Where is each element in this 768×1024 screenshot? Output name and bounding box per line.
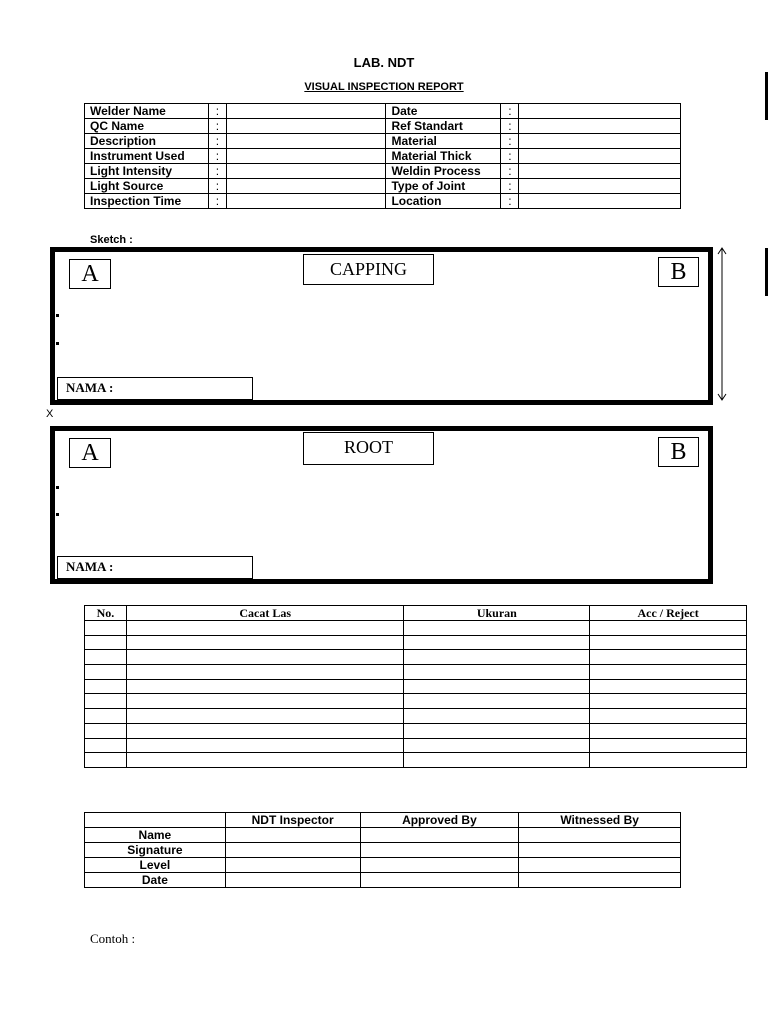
defect-cell[interactable] (85, 753, 127, 768)
capping-side-a: A (69, 259, 111, 289)
defect-cell[interactable] (404, 665, 590, 680)
field-label: Date (386, 104, 501, 119)
edge-tick (56, 314, 59, 317)
column-header-no: No. (85, 606, 127, 621)
field-separator: : (208, 104, 226, 119)
defect-cell[interactable] (85, 723, 127, 738)
field-value-cell[interactable] (519, 119, 681, 134)
table-row (85, 873, 681, 888)
signoff-row-label: Level (85, 858, 226, 873)
defect-cell[interactable] (126, 621, 404, 636)
signoff-cell[interactable] (360, 828, 519, 843)
field-label: Instrument Used (85, 149, 209, 164)
field-separator: : (501, 119, 519, 134)
field-value-cell[interactable] (519, 179, 681, 194)
root-title: ROOT (303, 432, 434, 465)
field-label: Welder Name (85, 104, 209, 119)
field-value-cell[interactable] (226, 119, 386, 134)
signoff-cell[interactable] (225, 828, 360, 843)
field-label: Material Thick (386, 149, 501, 164)
field-separator: : (501, 104, 519, 119)
field-value-cell[interactable] (226, 134, 386, 149)
dimension-arrow-icon (714, 246, 730, 402)
table-row (85, 679, 747, 694)
info-row (85, 104, 681, 119)
column-header-ndt-inspector: NDT Inspector (225, 813, 360, 828)
report-subtitle: VISUAL INSPECTION REPORT (304, 81, 464, 93)
defect-cell[interactable] (404, 723, 590, 738)
field-separator: : (501, 134, 519, 149)
root-nama-field[interactable]: NAMA : (57, 556, 253, 579)
field-label: QC Name (85, 119, 209, 134)
field-value-cell[interactable] (226, 149, 386, 164)
defect-cell[interactable] (126, 723, 404, 738)
signoff-cell[interactable] (360, 843, 519, 858)
defect-cell[interactable] (590, 621, 747, 636)
field-separator: : (501, 164, 519, 179)
defect-cell[interactable] (590, 635, 747, 650)
defect-cell[interactable] (404, 650, 590, 665)
field-value-cell[interactable] (226, 104, 386, 119)
inspection-info-table (84, 103, 681, 209)
sketch-label: Sketch : (90, 234, 133, 246)
column-header-witnessed-by: Witnessed By (519, 813, 681, 828)
table-row (85, 738, 747, 753)
field-separator: : (208, 194, 226, 209)
defect-cell[interactable] (126, 738, 404, 753)
signoff-cell[interactable] (360, 873, 519, 888)
field-value-cell[interactable] (519, 194, 681, 209)
weld-defects-table (84, 605, 747, 768)
defect-cell[interactable] (85, 650, 127, 665)
info-row (85, 179, 681, 194)
table-row (85, 621, 747, 636)
info-row (85, 134, 681, 149)
defect-cell[interactable] (590, 665, 747, 680)
field-value-cell[interactable] (519, 164, 681, 179)
signoff-corner (85, 813, 226, 828)
defect-cell[interactable] (85, 665, 127, 680)
table-row (85, 843, 681, 858)
defect-cell[interactable] (126, 665, 404, 680)
defect-cell[interactable] (126, 635, 404, 650)
defect-cell[interactable] (85, 738, 127, 753)
field-value-cell[interactable] (519, 134, 681, 149)
field-separator: : (208, 179, 226, 194)
signoff-cell[interactable] (225, 858, 360, 873)
defect-cell[interactable] (126, 679, 404, 694)
signoff-cell[interactable] (225, 873, 360, 888)
field-value-cell[interactable] (226, 194, 386, 209)
column-header-ukuran: Ukuran (404, 606, 590, 621)
info-row (85, 119, 681, 134)
field-separator: : (208, 134, 226, 149)
signoff-table (84, 812, 681, 888)
root-side-b: B (658, 437, 699, 467)
field-value-cell[interactable] (226, 179, 386, 194)
defect-cell[interactable] (590, 738, 747, 753)
table-row (85, 723, 747, 738)
defect-cell[interactable] (85, 679, 127, 694)
defect-cell[interactable] (126, 753, 404, 768)
signoff-cell[interactable] (519, 843, 681, 858)
field-value-cell[interactable] (519, 104, 681, 119)
table-row (85, 753, 747, 768)
table-row (85, 635, 747, 650)
info-row (85, 149, 681, 164)
column-header-acc-reject: Acc / Reject (590, 606, 747, 621)
defect-cell[interactable] (126, 709, 404, 724)
signoff-cell[interactable] (519, 873, 681, 888)
defect-cell[interactable] (85, 621, 127, 636)
table-row (85, 828, 681, 843)
defect-cell[interactable] (404, 738, 590, 753)
signoff-cell[interactable] (225, 843, 360, 858)
table-row (85, 858, 681, 873)
report-title: LAB. NDT (353, 55, 415, 70)
edge-tick (56, 513, 59, 516)
column-header-approved-by: Approved By (360, 813, 519, 828)
defect-cell[interactable] (590, 679, 747, 694)
table-row (85, 650, 747, 665)
defect-cell[interactable] (404, 679, 590, 694)
defect-cell[interactable] (85, 694, 127, 709)
defect-cell[interactable] (404, 753, 590, 768)
defect-cell[interactable] (590, 650, 747, 665)
signoff-cell[interactable] (519, 858, 681, 873)
capping-side-b: B (658, 257, 699, 287)
signoff-row-label: Signature (85, 843, 226, 858)
field-separator: : (208, 119, 226, 134)
defect-cell[interactable] (126, 650, 404, 665)
defect-cell[interactable] (404, 635, 590, 650)
defect-cell[interactable] (85, 709, 127, 724)
contoh-label: Contoh : (90, 931, 136, 946)
field-label: Light Source (85, 179, 209, 194)
field-label: Weldin Process (386, 164, 501, 179)
field-separator: : (501, 179, 519, 194)
field-value-cell[interactable] (519, 149, 681, 164)
defect-cell[interactable] (590, 709, 747, 724)
info-row (85, 164, 681, 179)
capping-nama-field[interactable]: NAMA : (57, 377, 253, 400)
column-header-cacat-las: Cacat Las (126, 606, 404, 621)
capping-title: CAPPING (303, 254, 434, 285)
signoff-cell[interactable] (360, 858, 519, 873)
defect-cell[interactable] (590, 753, 747, 768)
defect-cell[interactable] (126, 694, 404, 709)
defect-cell[interactable] (590, 723, 747, 738)
table-row (85, 694, 747, 709)
table-row (85, 665, 747, 680)
field-separator: : (208, 164, 226, 179)
signoff-row-label: Name (85, 828, 226, 843)
table-row (85, 709, 747, 724)
field-value-cell[interactable] (226, 164, 386, 179)
field-separator: : (501, 149, 519, 164)
field-label: Light Intensity (85, 164, 209, 179)
root-side-a: A (69, 438, 111, 468)
defect-cell[interactable] (590, 694, 747, 709)
field-label: Ref Standart (386, 119, 501, 134)
edge-tick (56, 342, 59, 345)
field-label: Description (85, 134, 209, 149)
defect-cell[interactable] (85, 635, 127, 650)
field-label: Material (386, 134, 501, 149)
defect-cell[interactable] (404, 709, 590, 724)
signoff-cell[interactable] (519, 828, 681, 843)
x-marker: X (46, 408, 54, 420)
defect-cell[interactable] (404, 621, 590, 636)
field-label: Location (386, 194, 501, 209)
field-separator: : (208, 149, 226, 164)
edge-tick (56, 486, 59, 489)
info-row (85, 194, 681, 209)
signoff-row-label: Date (85, 873, 226, 888)
defect-cell[interactable] (404, 694, 590, 709)
field-label: Inspection Time (85, 194, 209, 209)
field-label: Type of Joint (386, 179, 501, 194)
field-separator: : (501, 194, 519, 209)
